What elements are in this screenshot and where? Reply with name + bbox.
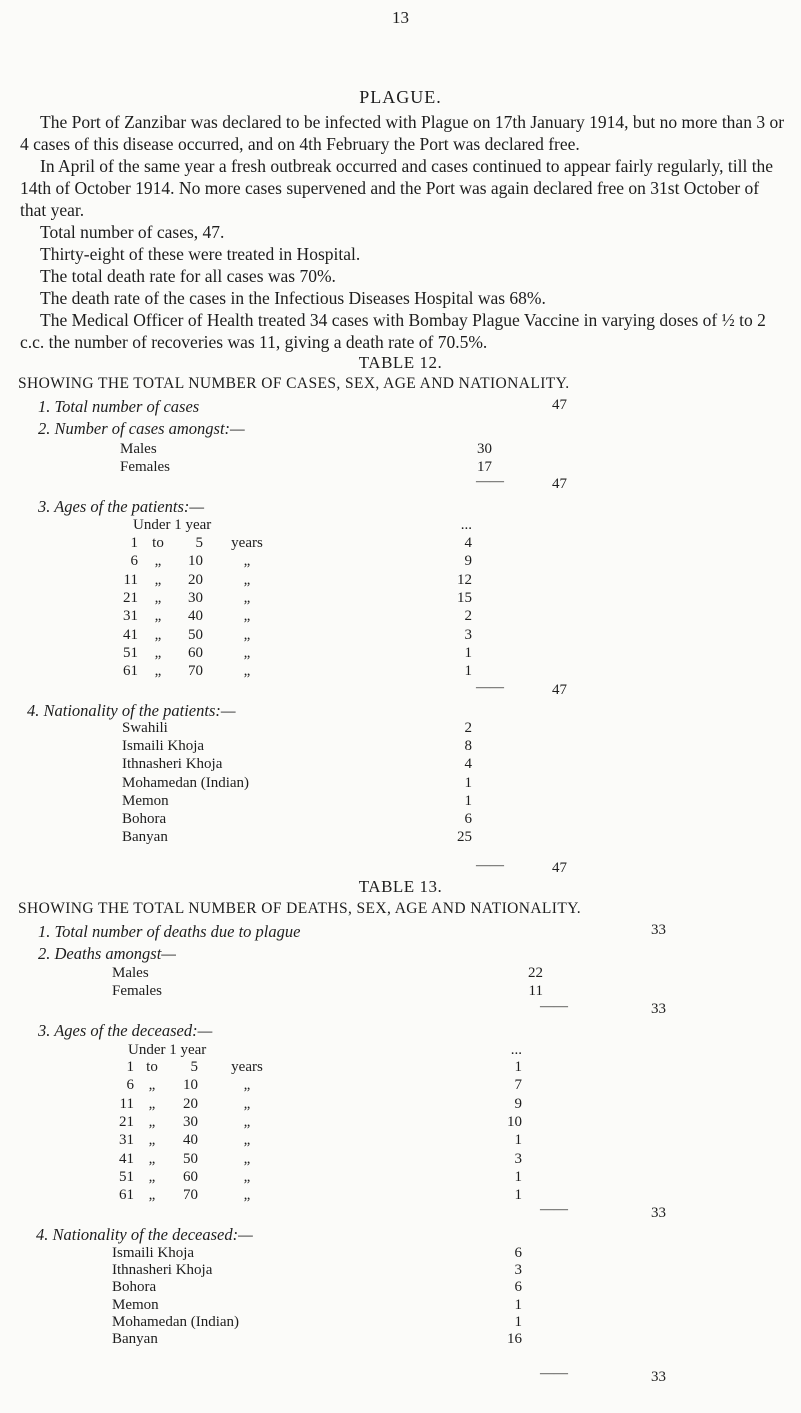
- age-to: 30: [188, 589, 203, 606]
- age-separator: to: [152, 535, 164, 551]
- section-total-value: 47: [552, 397, 567, 413]
- age-count: 9: [514, 1095, 522, 1112]
- age-to: 70: [188, 663, 203, 680]
- total-rule: ——: [476, 680, 504, 695]
- age-from: 21: [123, 589, 138, 606]
- nationality-label: Ithnasheri Khoja: [112, 1262, 213, 1279]
- section-sex-label: 2. Number of cases amongst:—: [38, 419, 245, 438]
- section-sum-value: 33: [651, 1369, 666, 1385]
- age-to: 20: [183, 1095, 198, 1112]
- age-from: 1: [130, 535, 138, 551]
- table-subtitle: SHOWING THE TOTAL NUMBER OF CASES, SEX, AGE AND NATIONALITY.: [18, 375, 570, 392]
- age-to: 10: [188, 553, 203, 570]
- age-from: 61: [123, 663, 138, 680]
- age-separator: „: [148, 1113, 156, 1130]
- table-title: TABLE 13.: [358, 877, 443, 896]
- total-rule: ——: [476, 858, 504, 873]
- age-unit: „: [243, 1077, 251, 1094]
- nationality-label: Mohamedan (Indian): [122, 774, 250, 791]
- age-count: 1: [514, 1187, 522, 1204]
- age-to: 5: [195, 535, 203, 551]
- age-separator: to: [146, 1059, 158, 1075]
- section-sum-value: 47: [552, 860, 567, 876]
- total-rule: ——: [540, 1202, 568, 1217]
- nationality-count: 1: [514, 1313, 522, 1330]
- age-to: 5: [190, 1059, 198, 1075]
- age-separator: „: [148, 1095, 156, 1112]
- age-separator: „: [154, 608, 162, 625]
- age-separator: „: [154, 571, 162, 588]
- section-total-value: 33: [651, 922, 666, 938]
- nationality-count: 1: [464, 792, 472, 809]
- age-count: 4: [464, 535, 472, 551]
- paragraph: The total death rate for all cases was 70%.: [40, 266, 336, 286]
- nationality-label: Bohora: [122, 811, 167, 827]
- age-separator: „: [154, 663, 162, 680]
- age-separator: „: [154, 589, 162, 606]
- age-count: 2: [464, 608, 472, 625]
- sex-label: Males: [112, 965, 149, 981]
- total-rule: ——: [540, 999, 568, 1014]
- age-count: 15: [457, 589, 472, 606]
- age-count: 1: [464, 644, 472, 661]
- age-to: 50: [188, 626, 203, 643]
- nationality-count: 6: [514, 1279, 522, 1296]
- total-rule: ——: [540, 1366, 568, 1381]
- paragraph: Total number of cases, 47.: [40, 222, 225, 242]
- age-to: 40: [183, 1132, 198, 1149]
- nationality-label: Ismaili Khoja: [122, 738, 205, 755]
- age-unit: „: [243, 553, 251, 570]
- section-total-label: 1. Total number of cases: [38, 397, 200, 416]
- section-sum-value: 33: [651, 1001, 666, 1017]
- age-to: 30: [183, 1113, 198, 1130]
- sex-label: Females: [120, 459, 170, 475]
- paragraph: The Port of Zanzibar was declared to be infected with Plague on 17th January 1914, but no more than 3 or 4 cases of this disease occurred, and on 4th February the Port was declared free.: [20, 112, 785, 154]
- age-unit: „: [243, 1168, 251, 1185]
- age-unit: „: [243, 589, 251, 606]
- age-count: 1: [514, 1168, 522, 1185]
- age-separator: „: [154, 644, 162, 661]
- age-unit: „: [243, 571, 251, 588]
- age-from: 21: [119, 1113, 134, 1130]
- age-from: 41: [123, 626, 138, 643]
- age-unit: „: [243, 663, 251, 680]
- age-from: 1: [126, 1059, 134, 1075]
- sex-value: 11: [528, 983, 543, 999]
- age-separator: „: [154, 553, 162, 570]
- section-total-label: 1. Total number of deaths due to plague: [38, 922, 301, 941]
- age-count: 1: [464, 663, 472, 680]
- section-sum-value: 33: [651, 1205, 666, 1221]
- age-from: 11: [123, 571, 138, 588]
- nationality-label: Mohamedan (Indian): [112, 1313, 240, 1330]
- age-count: 7: [514, 1077, 522, 1094]
- paragraph: Thirty-eight of these were treated in Hospital.: [40, 244, 361, 264]
- age-to: 50: [183, 1150, 198, 1167]
- age-from: 6: [130, 553, 138, 570]
- age-from: 51: [119, 1168, 134, 1185]
- age-count: 12: [457, 571, 472, 588]
- section-ages-label: 3. Ages of the deceased:—: [38, 1021, 213, 1040]
- section-sex-label: 2. Deaths amongst—: [38, 944, 176, 963]
- age-under-label: Under 1 year: [128, 1042, 207, 1058]
- age-from: 41: [119, 1150, 134, 1167]
- table-subtitle: SHOWING THE TOTAL NUMBER OF DEATHS, SEX, AGE AND NATIONALITY.: [18, 900, 582, 917]
- age-unit: „: [243, 1132, 251, 1149]
- sex-label: Males: [120, 441, 157, 457]
- section-sum-value: 47: [552, 682, 567, 698]
- nationality-count: 8: [464, 738, 472, 755]
- age-unit: „: [243, 1150, 251, 1167]
- paragraph: The Medical Officer of Health treated 34 cases with Bombay Plague Vaccine in varying doses of ½ to 2 c.c. the number of recoveries was 11, giving a death rate of 70.5%.: [20, 310, 766, 352]
- age-under-label: Under 1 year: [133, 517, 212, 533]
- nationality-label: Banyan: [112, 1331, 158, 1347]
- age-count: 3: [514, 1150, 522, 1167]
- paragraph: The death rate of the cases in the Infectious Diseases Hospital was 68%.: [40, 288, 546, 308]
- age-to: 20: [188, 571, 203, 588]
- age-unit: „: [243, 1095, 251, 1112]
- age-separator: „: [148, 1150, 156, 1167]
- sex-label: Females: [112, 983, 162, 999]
- nationality-count: 6: [464, 811, 472, 827]
- nationality-label: Banyan: [122, 829, 168, 846]
- section-nationality-label: 4. Nationality of the deceased:—: [36, 1225, 253, 1244]
- page-number: 13: [392, 8, 409, 27]
- age-from: 6: [126, 1077, 134, 1094]
- nationality-label: Ismaili Khoja: [112, 1245, 195, 1261]
- section-nationality-label: 4. Nationality of the patients:—: [27, 701, 236, 720]
- nationality-count: 1: [464, 774, 472, 791]
- nationality-label: Memon: [112, 1296, 159, 1313]
- age-unit: „: [243, 1113, 251, 1130]
- age-from: 61: [119, 1187, 134, 1204]
- age-count: 9: [464, 553, 472, 570]
- age-separator: „: [148, 1132, 156, 1149]
- page-title: PLAGUE.: [359, 87, 442, 107]
- age-count: 1: [514, 1059, 522, 1075]
- section-sum-value: 47: [552, 476, 567, 492]
- nationality-label: Memon: [122, 792, 169, 809]
- age-under-value: ...: [460, 517, 472, 533]
- sex-value: 30: [477, 441, 492, 457]
- nationality-count: 25: [457, 829, 472, 846]
- age-separator: „: [154, 626, 162, 643]
- body-text: [20, 111, 785, 353]
- age-to: 60: [188, 644, 203, 661]
- section-ages-label: 3. Ages of the patients:—: [38, 497, 205, 516]
- nationality-count: 2: [464, 720, 472, 736]
- age-separator: „: [148, 1077, 156, 1094]
- nationality-label: Swahili: [122, 720, 168, 736]
- age-unit: years: [231, 1059, 263, 1075]
- age-unit: „: [243, 608, 251, 625]
- total-rule: ——: [476, 474, 504, 489]
- age-count: 3: [464, 626, 472, 643]
- age-unit: „: [243, 1187, 251, 1204]
- age-to: 70: [183, 1187, 198, 1204]
- age-to: 40: [188, 608, 203, 625]
- age-count: 10: [507, 1113, 522, 1130]
- age-from: 31: [123, 608, 138, 625]
- paragraph: In April of the same year a fresh outbreak occurred and cases continued to appear fairly regularly, till the 14th of October 1914. No more cases supervened and the Port was again declared free on 31st October of that year.: [20, 156, 774, 220]
- age-under-value: ...: [510, 1042, 522, 1058]
- age-unit: „: [243, 644, 251, 661]
- age-to: 10: [183, 1077, 198, 1094]
- sex-value: 17: [477, 459, 492, 475]
- age-count: 1: [514, 1132, 522, 1149]
- table-title: TABLE 12.: [358, 353, 443, 372]
- age-separator: „: [148, 1168, 156, 1185]
- sex-value: 22: [528, 965, 543, 981]
- age-unit: „: [243, 626, 251, 643]
- age-from: 31: [119, 1132, 134, 1149]
- nationality-label: Bohora: [112, 1279, 157, 1296]
- age-from: 11: [119, 1095, 134, 1112]
- nationality-count: 4: [464, 756, 472, 773]
- nationality-count: 6: [514, 1245, 522, 1261]
- nationality-label: Ithnasheri Khoja: [122, 756, 223, 773]
- age-separator: „: [148, 1187, 156, 1204]
- age-to: 60: [183, 1168, 198, 1185]
- nationality-count: 16: [507, 1331, 522, 1347]
- age-unit: years: [231, 535, 263, 551]
- nationality-count: 3: [514, 1262, 522, 1279]
- age-from: 51: [123, 644, 138, 661]
- nationality-count: 1: [514, 1296, 522, 1313]
